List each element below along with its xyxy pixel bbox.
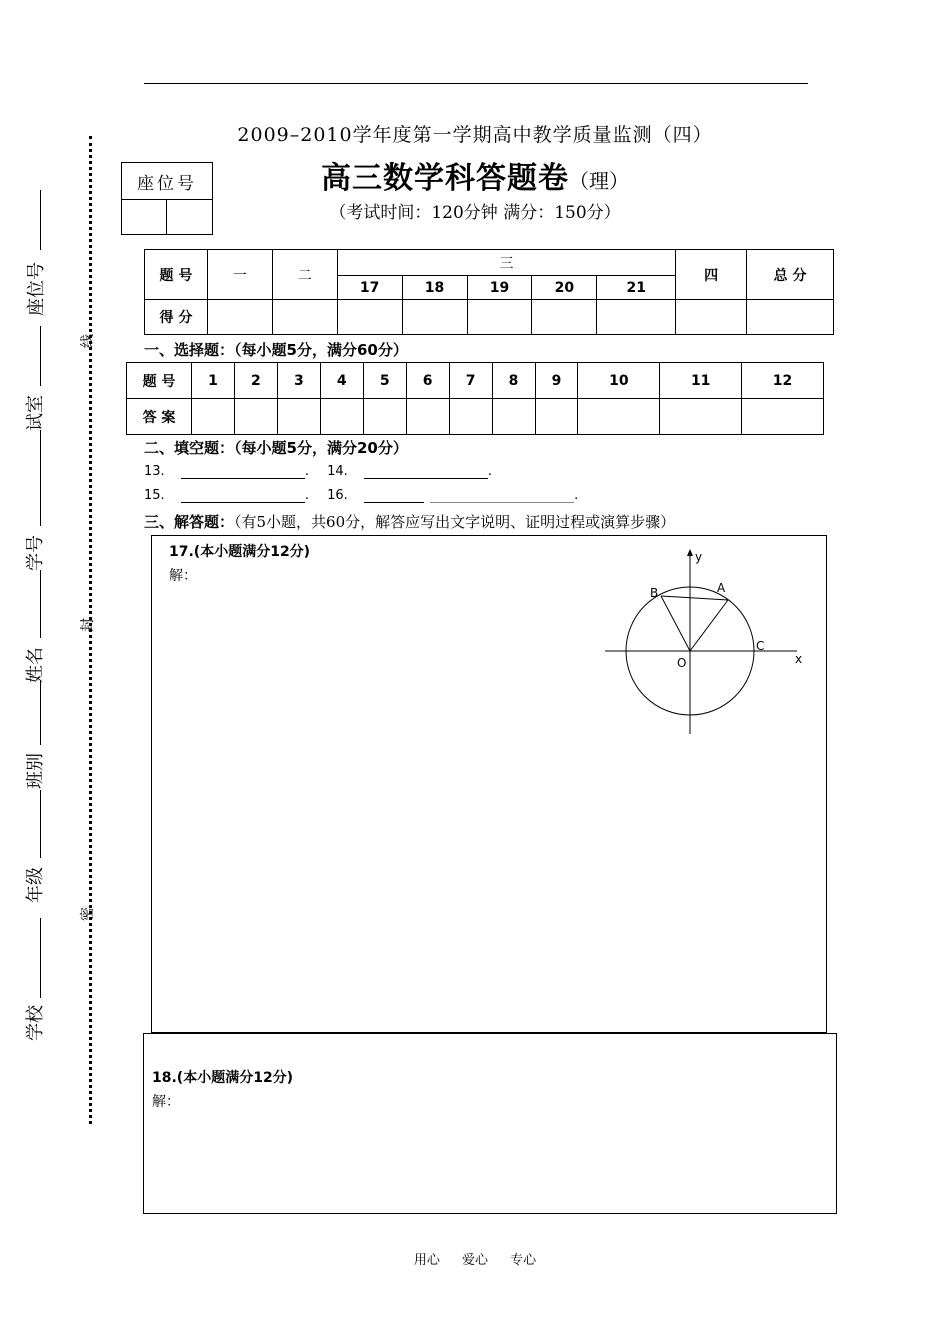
section3-heading: 三、解答题：（有5小题，共60分，解答应写出文字说明、证明过程或演算步骤） <box>144 513 676 531</box>
top-rule <box>144 83 808 84</box>
q17-answer-label: 解： <box>169 568 197 584</box>
field-seat-line[interactable] <box>40 190 41 250</box>
seal-word-feng: 封 <box>80 618 96 632</box>
label-a: A <box>717 581 726 595</box>
answer-num: 10 <box>578 363 660 399</box>
score-table <box>144 249 834 335</box>
score-cell[interactable] <box>402 300 467 335</box>
score-col-2: 二 <box>272 250 337 300</box>
segment-ba <box>661 596 728 600</box>
field-seat: 座位号 <box>26 262 47 316</box>
score-sub-20: 20 <box>532 276 597 300</box>
field-school: 学校 <box>25 1005 46 1041</box>
unit-circle-figure <box>597 546 817 746</box>
q18-answer-label: 解： <box>152 1094 180 1110</box>
score-sub-18: 18 <box>402 276 467 300</box>
field-exam-room: 试室 <box>25 395 46 431</box>
field-grade-line[interactable] <box>40 790 41 858</box>
score-table-row-label: 题 号 <box>145 250 208 300</box>
exam-subtitle: （考试时间：120分钟 满分：150分） <box>329 203 621 223</box>
answer-cell[interactable] <box>535 399 578 435</box>
answer-cell[interactable] <box>406 399 449 435</box>
answer-num: 1 <box>192 363 235 399</box>
segment-oa <box>690 600 728 651</box>
score-col-4: 四 <box>676 250 747 300</box>
field-exam-room-line[interactable] <box>40 326 41 386</box>
answer-cell[interactable] <box>192 399 235 435</box>
score-cell[interactable] <box>676 300 747 335</box>
score-cell[interactable] <box>747 300 834 335</box>
student-info-strip <box>0 0 100 1344</box>
label-y: y <box>695 550 703 564</box>
label-c: C <box>756 639 765 653</box>
answer-num: 12 <box>742 363 824 399</box>
answer-num: 7 <box>449 363 492 399</box>
title-suffix: （理） <box>569 169 629 193</box>
label-x: x <box>795 652 803 666</box>
answer-cell[interactable] <box>449 399 492 435</box>
answer-cell[interactable] <box>578 399 660 435</box>
answer-num: 5 <box>363 363 406 399</box>
answer-num: 9 <box>535 363 578 399</box>
section2-heading: 二、填空题：（每小题5分，满分20分） <box>144 439 408 457</box>
q15-blank[interactable] <box>181 488 305 503</box>
q13-blank[interactable] <box>181 464 305 479</box>
answer-num: 11 <box>660 363 742 399</box>
field-grade: 年级 <box>25 867 46 903</box>
field-school-line[interactable] <box>40 918 41 998</box>
score-cell[interactable] <box>467 300 532 335</box>
q13-label: 13. <box>144 464 165 479</box>
seal-word-mi: 密 <box>80 907 96 921</box>
seal-word-xian: 线 <box>80 334 96 348</box>
score-sub-17: 17 <box>337 276 402 300</box>
answer-cell[interactable] <box>660 399 742 435</box>
score-row-label: 得 分 <box>145 300 208 335</box>
field-class: 班别 <box>25 753 46 789</box>
answer-cell[interactable] <box>742 399 824 435</box>
label-b: B <box>650 586 659 600</box>
field-student-id-line[interactable] <box>40 430 41 526</box>
q18-answer-box[interactable] <box>143 1033 837 1214</box>
title-main: 高三数学科答题卷 <box>321 161 569 196</box>
seat-number-label: 座位号 <box>122 163 212 200</box>
score-col-3: 三 <box>337 250 676 276</box>
q14-blank[interactable] <box>364 464 488 479</box>
answer-num: 3 <box>277 363 320 399</box>
score-cell[interactable] <box>337 300 402 335</box>
footer: 用心 爱心 专心 <box>413 1253 537 1268</box>
score-sub-21: 21 <box>597 276 676 300</box>
q17-title: 17.(本小题满分12分) <box>169 544 311 560</box>
y-axis-arrow <box>687 549 693 556</box>
score-cell[interactable] <box>532 300 597 335</box>
answer-cell[interactable] <box>277 399 320 435</box>
q15-label: 15. <box>144 488 165 503</box>
score-cell[interactable] <box>207 300 272 335</box>
answer-num: 6 <box>406 363 449 399</box>
q14-label: 14. <box>327 464 348 479</box>
answer-row-label: 答 案 <box>127 399 192 435</box>
answer-table <box>126 362 824 435</box>
segment-ob <box>661 596 690 651</box>
score-sub-19: 19 <box>467 276 532 300</box>
answer-cell[interactable] <box>234 399 277 435</box>
answer-num: 2 <box>234 363 277 399</box>
exam-header: 2009–2010学年度第一学期高中教学质量监测（四） <box>237 124 713 146</box>
answer-num: 4 <box>320 363 363 399</box>
field-name: 姓名 <box>25 647 46 683</box>
score-cell[interactable] <box>272 300 337 335</box>
fill-row-1: 13. . 14. . <box>144 464 493 479</box>
section1-heading: 一、选择题：（每小题5分，满分60分） <box>144 341 408 359</box>
score-col-total: 总 分 <box>747 250 834 300</box>
q16-blank[interactable] <box>364 488 424 503</box>
answer-cell[interactable] <box>320 399 363 435</box>
q17-answer-box[interactable] <box>151 535 827 1033</box>
q18-title: 18.(本小题满分12分) <box>152 1070 294 1086</box>
seat-number-box <box>121 162 213 235</box>
answer-cell[interactable] <box>363 399 406 435</box>
field-class-line[interactable] <box>40 680 41 745</box>
answer-table-row-label: 题 号 <box>127 363 192 399</box>
q16-label: 16. <box>327 488 348 503</box>
answer-cell[interactable] <box>492 399 535 435</box>
score-cell[interactable] <box>597 300 676 335</box>
score-col-1: 一 <box>207 250 272 300</box>
fill-row-2: 15. . 16. . <box>144 488 579 503</box>
field-name-line[interactable] <box>40 570 41 638</box>
label-o: O <box>677 656 687 670</box>
answer-num: 8 <box>492 363 535 399</box>
field-student-id: 学号 <box>25 535 46 571</box>
